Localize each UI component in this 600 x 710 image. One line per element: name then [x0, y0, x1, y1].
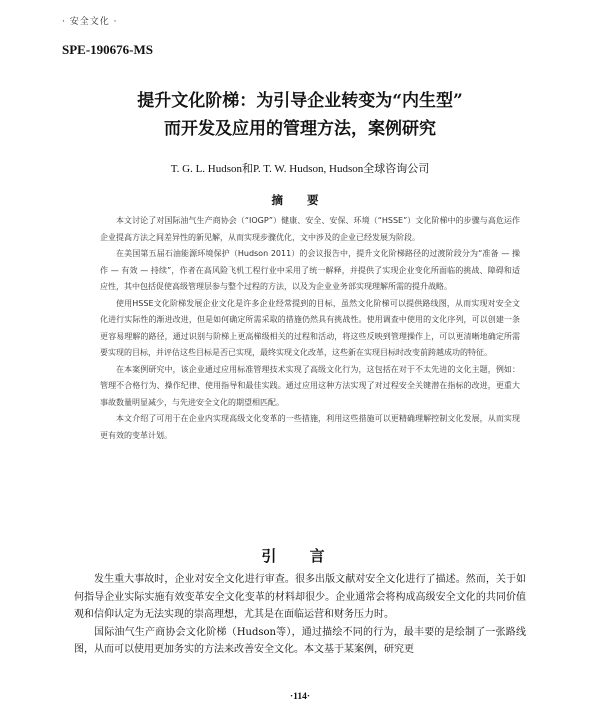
section-heading-introduction: 引 言: [261, 547, 339, 565]
body-paragraph: 发生重大事故时，企业对安全文化进行审查。很多出版文献对安全文化进行了描述。然而，关于如何指导企业实际实施有效变革安全文化变革的材料却很少。企业通常会将构成高级安全文化的共同价值观和信仰认定为无法实现的崇高理想，尤其是在面临运营和财务压力时。: [74, 574, 526, 620]
abstract-paragraph: 本文介绍了可用于在企业内实现高级文化变革的一些措施，利用这些措施可以更精确理解控制文化发展，从而实现更有效的变革计划。: [100, 414, 520, 440]
abstract-paragraph: 在本案例研究中，该企业通过应用标准管理技术实现了高级文化行为，这包括在对于不太先进的文化主题，例如：管理不合格行为、操作纪律、使用指导和最佳实践。通过应用这种方法实现了对过程安全关键潜在指标的改进，更重大事故数量明显减少，与先进安全文化的期望相匹配。: [100, 364, 520, 407]
abstract-paragraph: 本文讨论了对国际油气生产商协会（“IOGP”）健康、安全、安保、环境（“HSSE”）文化阶梯中的步骤与高危运作企业提高方法之间差异性的新见解，从而实现步骤优化，文中涉及的企业已经发展为阶段。: [100, 216, 520, 242]
paper-id: SPE-190676-MS: [62, 42, 153, 57]
body-paragraph: 国际油气生产商协会文化阶梯（Hudson等），通过描绘不同的行为，最丰要的是绘制了一张路线图，从而可以使用更加务实的方法来改善安全文化。本文基于某案例，研究更: [74, 626, 526, 655]
running-head: · 安全文化 ·: [62, 17, 118, 27]
abstract-body: [100, 213, 520, 444]
introduction-body: [74, 571, 526, 659]
author-line: T. G. L. Hudson和P. T. W. Hudson, Hudson全球咨询公司: [170, 163, 430, 175]
abstract-paragraph: 使用HSSE文化阶梯发展企业文化是许多企业经常提到的目标，虽然文化阶梯可以提供路线图，从而实现对安全文化进行实际性的渐进改进，但是如何确定所需采取的措施仍然具有挑战性。使用调查中使用的文化序列，可以创建一条更容易理解的路径，通过识别与阶梯上更高梯级相关的过程和活动，将这些反映到管理操作上，可以更清晰地确定所需要实现的目标，并评估这些目标是否已实现，最终实现文化改革，这些新在实现目标时改变前跨越成功的特征。: [100, 298, 520, 357]
abstract-heading: 摘 要: [271, 193, 329, 207]
abstract-paragraph: 在美国第五届石油能源环境保护（Hudson 2011）的会议报告中，提升文化阶梯路径的过渡阶段分为“准备 — 操作 — 有效 — 持续”，作者在高风险飞机工程行业中采用了统一解释，并提供了实现企业变化所面临的挑战、障碍和适应性，其中包括促使高级管理层参与整个过程的方法，以及为企业业务部实现理解所需的提升战略。: [100, 249, 520, 291]
page-number: ·114·: [289, 692, 311, 702]
paper-title-line-2: 而开发及应用的管理方法，案例研究: [164, 119, 436, 139]
paper-title-line-1: 提升文化阶梯：为引导企业转变为“内生型”: [137, 91, 463, 111]
